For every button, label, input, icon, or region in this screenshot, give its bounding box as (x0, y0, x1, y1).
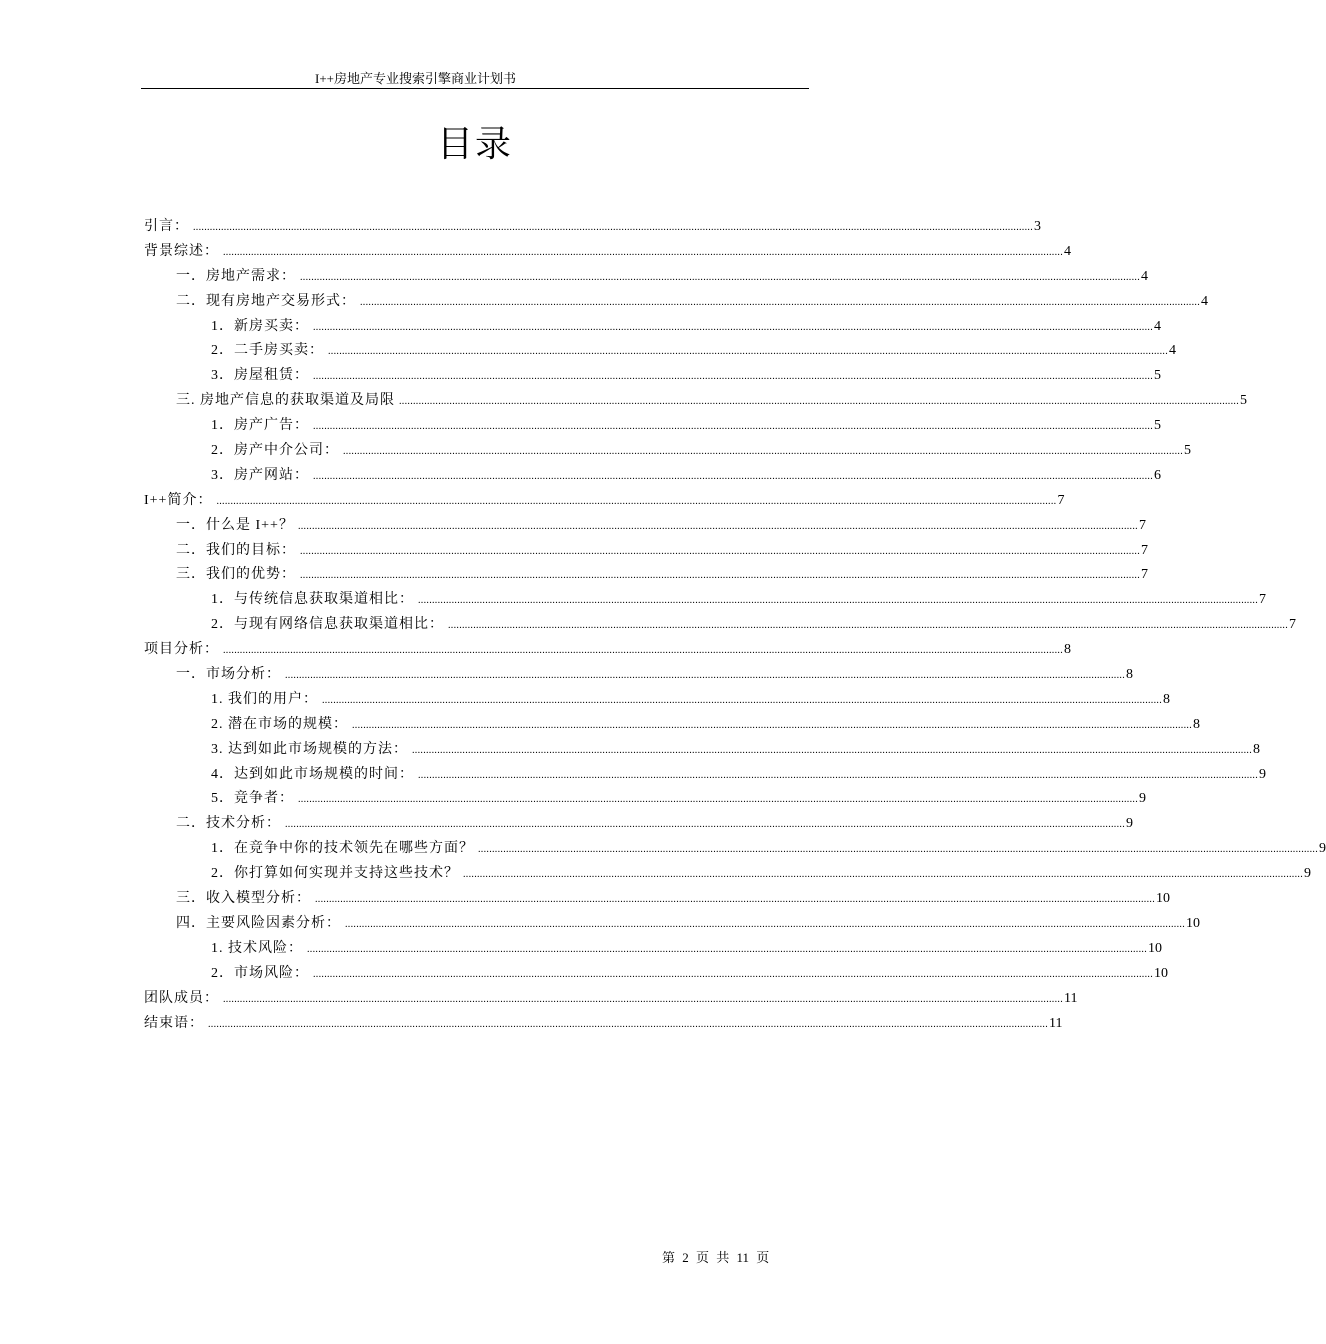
toc-entry-label: 5．竞争者： (211, 791, 294, 807)
toc-entry[interactable] (144, 613, 1296, 638)
toc-entry-page: 8 (1126, 667, 1133, 683)
dot-leader: ............................................................................................................................................................................................................................................................................................................ (322, 694, 1162, 706)
dot-leader: ............................................................................................................................................................................................................................................................................................................ (300, 570, 1140, 582)
toc-entry-label: 2．二手房买卖： (211, 343, 324, 359)
toc-entry-page: 9 (1304, 866, 1311, 882)
toc-entry-page: 3 (1034, 219, 1041, 234)
dot-leader: ............................................................................................................................................................................................................................................................................................................ (352, 719, 1192, 731)
toc-entry[interactable] (144, 663, 1133, 688)
toc-entry-label: 1．在竞争中你的技术领先在哪些方面？ (211, 841, 474, 857)
dot-leader: ............................................................................................................................................................................................................................................................................................................ (216, 495, 1057, 507)
toc-entry[interactable] (144, 763, 1266, 788)
toc-entry-label: 二．我们的目标： (176, 542, 296, 558)
toc-entry[interactable] (144, 638, 1071, 663)
header-rule (141, 88, 809, 89)
toc-entry-page: 7 (1057, 492, 1065, 508)
dot-leader: ............................................................................................................................................................................................................................................................................................................ (463, 869, 1303, 881)
toc-entry[interactable] (144, 464, 1161, 489)
toc-entry-label: 2．与现有网络信息获取渠道相比： (211, 617, 444, 633)
toc-entry-label: 一．什么是 I++？ (176, 517, 294, 533)
dot-leader: ............................................................................................................................................................................................................................................................................................................ (313, 371, 1153, 383)
toc-entry-page: 4 (1169, 343, 1176, 359)
toc-entry-label: 团队成员： (144, 990, 219, 1006)
toc-entry-page: 9 (1319, 841, 1326, 857)
toc-entry[interactable] (144, 389, 1247, 414)
toc-entry-page: 7 (1141, 542, 1148, 558)
toc-entry-label: 二．技术分析： (176, 816, 281, 832)
toc-entry[interactable] (144, 315, 1161, 340)
toc-entry-label: 2．房产中介公司： (211, 443, 339, 459)
toc-entry-page: 4 (1141, 268, 1148, 284)
dot-leader: ............................................................................................................................................................................................................................................................................................................ (300, 271, 1140, 283)
dot-leader: ............................................................................................................................................................................................................................................................................................................ (412, 744, 1252, 756)
dot-leader: ............................................................................................................................................................................................................................................................................................................ (223, 993, 1063, 1005)
toc-entry-label: 4．达到如此市场规模的时间： (211, 766, 414, 782)
toc-entry[interactable] (144, 290, 1208, 315)
dot-leader: ............................................................................................................................................................................................................................................................................................................ (448, 620, 1288, 632)
toc-entry[interactable] (144, 862, 1311, 887)
toc-entry-label: 三. 房地产信息的获取渠道及局限 (176, 393, 395, 409)
toc-entry-page: 10 (1156, 891, 1170, 907)
dot-leader: ............................................................................................................................................................................................................................................................................................................ (208, 1018, 1048, 1030)
toc-entry-page: 11 (1064, 990, 1078, 1006)
toc-entry-label: 3. 达到如此市场规模的方法： (211, 741, 408, 757)
toc-entry-page: 5 (1154, 368, 1161, 384)
toc-entry[interactable] (144, 812, 1133, 837)
toc-entry[interactable] (144, 837, 1326, 862)
toc-entry-label: 一．市场分析： (176, 667, 281, 683)
toc-entry-page: 8 (1064, 642, 1071, 658)
toc-entry[interactable] (144, 588, 1266, 613)
dot-leader: ............................................................................................................................................................................................................................................................................................................ (223, 246, 1063, 258)
toc-entry-label: 引言： (144, 219, 189, 234)
toc-entry[interactable] (144, 439, 1191, 464)
toc-entry[interactable] (144, 563, 1148, 588)
dot-leader: ............................................................................................................................................................................................................................................................................................................ (307, 943, 1147, 955)
toc-entry-label: 1．与传统信息获取渠道相比： (211, 592, 414, 608)
toc-entry[interactable] (144, 539, 1148, 564)
dot-leader: ............................................................................................................................................................................................................................................................................................................ (285, 819, 1125, 831)
toc-entry-label: 2．你打算如何实现并支持这些技术？ (211, 866, 459, 882)
toc-entry-label: 1. 我们的用户： (211, 691, 318, 707)
toc-entry[interactable] (144, 414, 1161, 439)
dot-leader: ............................................................................................................................................................................................................................................................................................................ (313, 470, 1153, 482)
dot-leader: ............................................................................................................................................................................................................................................................................................................ (313, 321, 1153, 333)
toc-entry-page: 9 (1259, 766, 1266, 782)
toc-entry-page: 7 (1138, 517, 1146, 533)
toc-entry-label: 二．现有房地产交易形式： (176, 293, 356, 309)
toc-entry[interactable] (144, 738, 1260, 763)
toc-entry-page: 9 (1126, 816, 1133, 832)
toc-entry[interactable] (144, 962, 1168, 987)
dot-leader: ............................................................................................................................................................................................................................................................................................................ (297, 520, 1138, 532)
toc-entry-label: 一．房地产需求： (176, 268, 296, 284)
toc-entry-page: 4 (1154, 318, 1161, 334)
toc-title: 目录 (436, 124, 513, 164)
toc-entry[interactable] (144, 215, 1041, 240)
toc-entry-label: 项目分析： (144, 642, 219, 658)
dot-leader: ............................................................................................................................................................................................................................................................................................................ (223, 645, 1063, 657)
toc-entry-page: 9 (1139, 791, 1146, 807)
toc-entry[interactable] (144, 339, 1176, 364)
toc-entry-label: I++简介： (144, 492, 213, 508)
page-footer: 第 2 页 共 11 页 (662, 1250, 770, 1265)
dot-leader: ............................................................................................................................................................................................................................................................................................................ (193, 222, 1033, 233)
running-header: I++房地产专业搜索引擎商业计划书 (315, 71, 516, 86)
dot-leader: ............................................................................................................................................................................................................................................................................................................ (313, 421, 1153, 433)
toc-entry-page: 5 (1184, 443, 1191, 459)
dot-leader: ............................................................................................................................................................................................................................................................................................................ (418, 769, 1258, 781)
toc-entry-page: 6 (1154, 467, 1161, 483)
toc-entry-page: 10 (1148, 940, 1162, 956)
toc-entry-label: 三．我们的优势： (176, 567, 296, 583)
toc-entry[interactable] (144, 514, 1146, 539)
table-of-contents (144, 215, 1326, 1036)
toc-entry-page: 5 (1240, 393, 1247, 409)
toc-entry-page: 8 (1163, 691, 1170, 707)
toc-entry[interactable] (144, 688, 1170, 713)
toc-entry[interactable] (144, 787, 1146, 812)
toc-entry[interactable] (144, 489, 1065, 514)
dot-leader: ............................................................................................................................................................................................................................................................................................................ (360, 296, 1200, 308)
toc-entry[interactable] (144, 912, 1200, 937)
toc-entry-label: 2. 潜在市场的规模： (211, 716, 348, 732)
toc-entry[interactable] (144, 364, 1161, 389)
toc-entry[interactable] (144, 713, 1200, 738)
dot-leader: ............................................................................................................................................................................................................................................................................................................ (343, 446, 1183, 458)
toc-entry-page: 7 (1259, 592, 1266, 608)
dot-leader: ............................................................................................................................................................................................................................................................................................................ (313, 968, 1153, 980)
dot-leader: ............................................................................................................................................................................................................................................................................................................ (298, 794, 1138, 806)
toc-entry-label: 四．主要风险因素分析： (176, 915, 341, 931)
dot-leader: ............................................................................................................................................................................................................................................................................................................ (328, 346, 1168, 358)
toc-entry-page: 10 (1154, 965, 1168, 981)
dot-leader: ............................................................................................................................................................................................................................................................................................................ (418, 595, 1258, 607)
toc-entry-page: 4 (1201, 293, 1208, 309)
toc-entry-page: 4 (1064, 243, 1071, 259)
toc-entry[interactable] (144, 987, 1078, 1012)
toc-entry-label: 2．市场风险： (211, 965, 309, 981)
toc-entry-page: 7 (1289, 617, 1296, 633)
toc-entry[interactable] (144, 240, 1071, 265)
toc-entry-page: 8 (1253, 741, 1260, 757)
toc-entry-label: 三．收入模型分析： (176, 891, 311, 907)
toc-entry[interactable] (144, 937, 1162, 962)
toc-entry-label: 3．房产网站： (211, 467, 309, 483)
toc-entry[interactable] (144, 1012, 1063, 1037)
toc-entry[interactable] (144, 265, 1148, 290)
dot-leader: ............................................................................................................................................................................................................................................................................................................ (300, 545, 1140, 557)
toc-entry-page: 8 (1193, 716, 1200, 732)
dot-leader: ............................................................................................................................................................................................................................................................................................................ (315, 894, 1155, 906)
toc-entry-label: 1．新房买卖： (211, 318, 309, 334)
toc-entry-label: 背景综述： (144, 243, 219, 259)
toc-entry-label: 3．房屋租赁： (211, 368, 309, 384)
dot-leader: ............................................................................................................................................................................................................................................................................................................ (399, 396, 1239, 408)
toc-entry[interactable] (144, 887, 1170, 912)
toc-entry-page: 11 (1049, 1015, 1063, 1031)
toc-entry-label: 1．房产广告： (211, 418, 309, 434)
toc-entry-page: 7 (1141, 567, 1148, 583)
dot-leader: ............................................................................................................................................................................................................................................................................................................ (478, 844, 1318, 856)
toc-entry-page: 5 (1154, 418, 1161, 434)
dot-leader: ............................................................................................................................................................................................................................................................................................................ (345, 918, 1185, 930)
toc-entry-label: 结束语： (144, 1015, 204, 1031)
toc-entry-page: 10 (1186, 915, 1200, 931)
toc-entry-label: 1. 技术风险： (211, 940, 303, 956)
dot-leader: ............................................................................................................................................................................................................................................................................................................ (285, 670, 1125, 682)
